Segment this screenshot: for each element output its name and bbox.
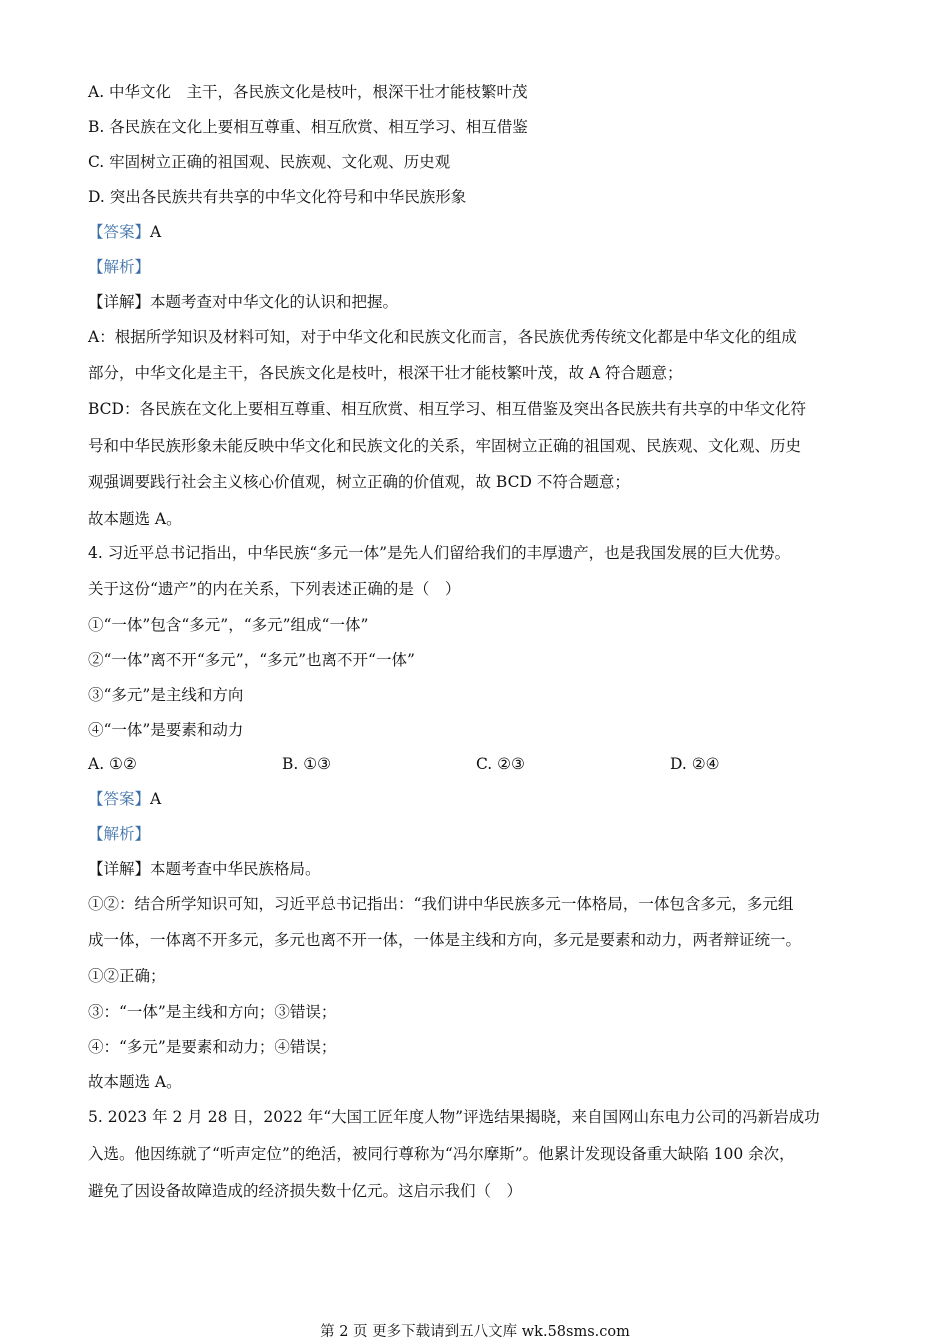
- q4-explanation-line: ④：“多元”是要素和动力；④错误；: [88, 1038, 337, 1056]
- q3-conclusion: 故本题选 A。: [88, 510, 182, 528]
- q4-stem-line: 关于这份“遗产”的内在关系，下列表述正确的是（ ）: [88, 580, 461, 598]
- q4-conclusion: 故本题选 A。: [88, 1073, 182, 1091]
- q3-explanation-line: BCD：各民族在文化上要相互尊重、相互欣赏、相互学习、相互借鉴及突出各民族共有共享的中华文化符: [88, 400, 806, 418]
- q4-explanation-line: 成一体，一体离不开多元，多元也离不开一体，一体是主线和方向，多元是要素和动力，两者辩证统一。: [88, 931, 802, 949]
- q5-stem-line: 避免了因设备故障造成的经济损失数十亿元。这启示我们（ ）: [88, 1182, 523, 1200]
- q4-detail: [88, 858, 862, 880]
- q4-explanation-line: ①②：结合所学知识可知，习近平总书记指出：“我们讲中华民族多元一体格局，一体包含多元，多元组: [88, 895, 794, 913]
- q3-analysis-tag: 【解析】: [88, 258, 151, 276]
- q4-answer: [88, 788, 862, 810]
- q5-stem-line: 入选。他因练就了“听声定位”的绝活，被同行尊称为“冯尔摩斯”。他累计发现设备重大缺陷 100 余次，: [88, 1145, 795, 1163]
- q4-choice-a: A. ①②: [88, 755, 137, 773]
- q3-answer-value: A: [150, 223, 162, 241]
- q3-detail: [88, 291, 862, 313]
- q4-answer-value: A: [150, 790, 162, 808]
- q4-stem-line: 4. 习近平总书记指出，中华民族“多元一体”是先人们留给我们的丰厚遗产，也是我国发展的巨大优势。: [88, 544, 791, 562]
- q4-statement-1: ①“一体”包含“多元”，“多元”组成“一体”: [88, 616, 369, 634]
- q4-analysis-tag: 【解析】: [88, 825, 151, 843]
- q3-explanation-line: 部分，中华文化是主干，各民族文化是枝叶，根深干壮才能枝繁叶茂，故 A 符合题意；: [88, 364, 683, 382]
- q4-answer-tag: 【答案】: [88, 790, 151, 808]
- q4-choice-b: B. ①③: [282, 755, 332, 773]
- q3-option-d: D. 突出各民族共有共享的中华文化符号和中华民族形象: [88, 188, 467, 206]
- q5-stem-line: 5. 2023 年 2 月 28 日，2022 年“大国工匠年度人物”评选结果揭晓，来自国网山东电力公司的冯新岩成功: [88, 1108, 820, 1126]
- q4-choice-d: D. ②④: [670, 755, 720, 773]
- q4-choice-c: C. ②③: [476, 755, 525, 773]
- q3-detail-intro: 本题考查对中华文化的认识和把握。: [150, 293, 399, 311]
- q3-option-b: B. 各民族在文化上要相互尊重、相互欣赏、相互学习、相互借鉴: [88, 118, 528, 136]
- q3-explanation-line: 号和中华民族形象未能反映中华文化和民族文化的关系，牢固树立正确的祖国观、民族观、文化观、历史: [88, 437, 802, 455]
- q3-option-a: A. 中华文化 主干，各民族文化是枝叶，根深干壮才能枝繁叶茂: [88, 83, 528, 101]
- q3-answer: [88, 221, 862, 243]
- q3-answer-tag: 【答案】: [88, 223, 151, 241]
- q4-explanation-line: ①②正确；: [88, 967, 166, 985]
- q4-statement-3: ③“多元”是主线和方向: [88, 686, 244, 704]
- q3-option-c: C. 牢固树立正确的祖国观、民族观、文化观、历史观: [88, 153, 451, 171]
- q4-statement-4: ④“一体”是要素和动力: [88, 721, 244, 739]
- q4-explanation-line: ③：“一体”是主线和方向；③错误；: [88, 1003, 337, 1021]
- q3-detail-tag: 【详解】: [88, 293, 151, 311]
- page-footer: 第 2 页 更多下载请到五八文库 wk.58sms.com: [320, 1324, 630, 1340]
- q4-statement-2: ②“一体”离不开“多元”，“多元”也离不开“一体”: [88, 651, 415, 669]
- q3-explanation-line: A：根据所学知识及材料可知，对于中华文化和民族文化而言，各民族优秀传统文化都是中华文化的组成: [88, 328, 797, 346]
- q3-explanation-line: 观强调要践行社会主义核心价值观，树立正确的价值观，故 BCD 不符合题意；: [88, 473, 630, 491]
- q4-detail-intro: 本题考查中华民族格局。: [150, 860, 321, 878]
- q4-detail-tag: 【详解】: [88, 860, 151, 878]
